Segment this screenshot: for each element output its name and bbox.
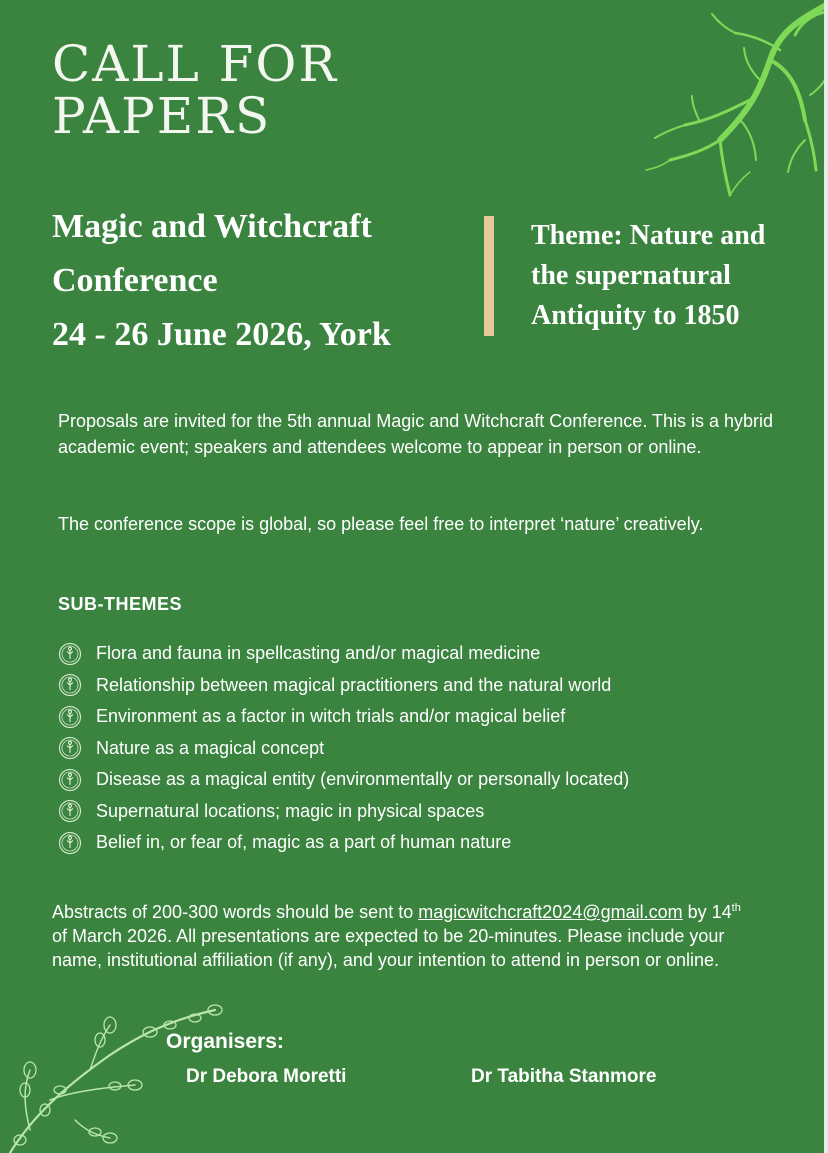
subtheme-text: Supernatural locations; magic in physical spaces	[96, 800, 485, 821]
subtheme-text: Flora and fauna in spellcasting and/or magical medicine	[96, 643, 541, 664]
abstract-instructions	[52, 896, 752, 972]
conference-block	[52, 200, 391, 362]
theme-block	[531, 216, 765, 336]
leaf-bullet-icon	[58, 736, 82, 760]
list-item	[58, 796, 629, 828]
abstract-deadline-prefix: by 14	[687, 902, 732, 922]
theme-line-3: Antiquity to 1850	[531, 300, 740, 331]
theme-line-2: the supernatural	[531, 260, 731, 291]
organisers-heading: Organisers:	[166, 1030, 284, 1053]
leaf-bullet-icon	[58, 799, 82, 823]
leaf-bullet-icon	[58, 831, 82, 855]
list-item	[58, 764, 629, 796]
list-item	[58, 733, 629, 765]
subtheme-text: Relationship between magical practitioners and the natural world	[96, 674, 612, 695]
leaf-bullet-icon	[58, 673, 82, 697]
deadline-superscript: th	[731, 902, 741, 914]
subthemes-list	[58, 638, 629, 859]
title-line-1: CALL FOR	[52, 35, 338, 93]
conference-date-location: 24 - 26 June 2026, York	[52, 316, 391, 353]
branch-illustration	[600, 0, 828, 200]
conference-name-line-2: Conference	[52, 262, 218, 299]
subtheme-text: Belief in, or fear of, magic as a part of human nature	[96, 832, 512, 853]
subtheme-text: Disease as a magical entity (environmentally or personally located)	[96, 769, 630, 790]
subtheme-text: Nature as a magical concept	[96, 737, 325, 758]
page-title	[52, 35, 338, 145]
leaf-bullet-icon	[58, 642, 82, 666]
subtheme-text: Environment as a factor in witch trials and/or magical belief	[96, 706, 566, 727]
abstract-text-start: Abstracts of 200-300 words should be sent to	[52, 902, 414, 922]
leaf-bullet-icon	[58, 705, 82, 729]
list-item	[58, 670, 629, 702]
abstract-text-end: of March 2026. All presentations are expected to be 20-minutes. Please include your name, institutional affiliation (if any), and your intention to attend in person or online.	[52, 926, 725, 970]
leaf-bullet-icon	[58, 768, 82, 792]
organiser-name: Dr Tabitha Stanmore	[471, 1066, 657, 1087]
subthemes-heading: SUB-THEMES	[58, 594, 183, 614]
conference-name-line-1: Magic and Witchcraft	[52, 208, 372, 245]
page-edge	[824, 0, 828, 1153]
accent-divider	[484, 216, 494, 336]
submission-email-link[interactable]: magicwitchcraft2024@gmail.com	[418, 902, 683, 922]
organiser-name: Dr Debora Moretti	[186, 1066, 347, 1087]
theme-line-1: Theme: Nature and	[531, 220, 766, 251]
list-item	[58, 701, 629, 733]
title-line-2: PAPERS	[52, 87, 272, 145]
scope-paragraph: The conference scope is global, so please feel free to interpret ‘nature’ creatively.	[58, 514, 704, 534]
list-item	[58, 827, 629, 859]
list-item	[58, 638, 629, 670]
intro-paragraph: Proposals are invited for the 5th annual Magic and Witchcraft Conference. This is a hybrid academic event; speakers and attendees welcome to appear in person or online.	[58, 411, 774, 457]
